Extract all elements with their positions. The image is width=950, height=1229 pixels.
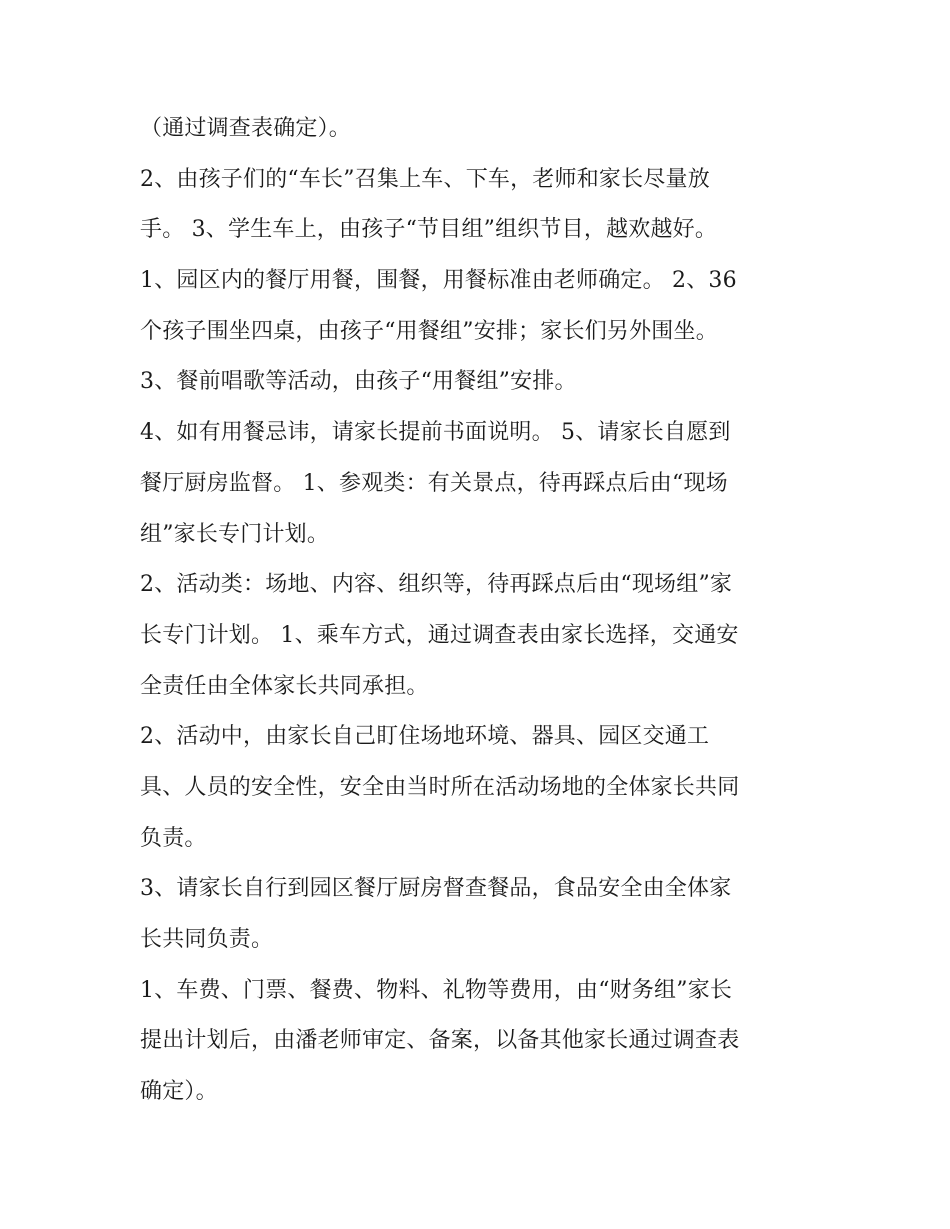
text-line: 2、由孩子们的“车长”召集上车、下车，老师和家长尽量放 — [140, 166, 710, 192]
text-line: 2、活动中，由家长自己盯住场地环境、器具、园区交通工 — [140, 724, 710, 750]
text-line: （通过调查表确定）。 — [140, 116, 352, 141]
text-line: 负责。 — [140, 825, 207, 851]
text-line: 组”家长专门计划。 — [140, 521, 330, 547]
text-line: 手。 3、学生车上，由孩子“节目组”组织节目，越欢越好。 — [140, 217, 718, 243]
text-line: 1、园区内的餐厅用餐，围餐，用餐标准由老师确定。 2、36 — [140, 268, 737, 294]
text-line: 3、请家长自行到园区餐厅厨房督查餐品，食品安全由全体家 — [140, 876, 732, 902]
text-line: 3、餐前唱歌等活动，由孩子“用餐组”安排。 — [140, 369, 577, 395]
document-body — [140, 104, 840, 1118]
text-line: 长专门计划。 1、乘车方式，通过调查表由家长选择，交通安 — [140, 622, 739, 648]
text-line: 确定）。 — [140, 1079, 218, 1105]
text-line: 长共同负责。 — [140, 927, 274, 952]
text-line: 4、如有用餐忌讳，请家长提前书面说明。 5、请家长自愿到 — [140, 420, 731, 446]
text-line: 2、活动类：场地、内容、组织等，待再踩点后由“现场组”家 — [140, 572, 733, 598]
text-line: 具、人员的安全性，安全由当时所在活动场地的全体家长共同 — [140, 774, 740, 800]
text-line: 个孩子围坐四桌，由孩子“用餐组”安排；家长们另外围坐。 — [140, 318, 718, 344]
text-line: 1、车费、门票、餐费、物料、礼物等费用，由“财务组”家长 — [140, 977, 733, 1003]
text-line: 餐厅厨房监督。 1、参观类：有关景点，待再踩点后由“现场 — [140, 470, 728, 496]
text-line: 全责任由全体家长共同承担。 — [140, 673, 429, 699]
text-line: 提出计划后，由潘老师审定、备案，以备其他家长通过调查表 — [140, 1028, 740, 1054]
